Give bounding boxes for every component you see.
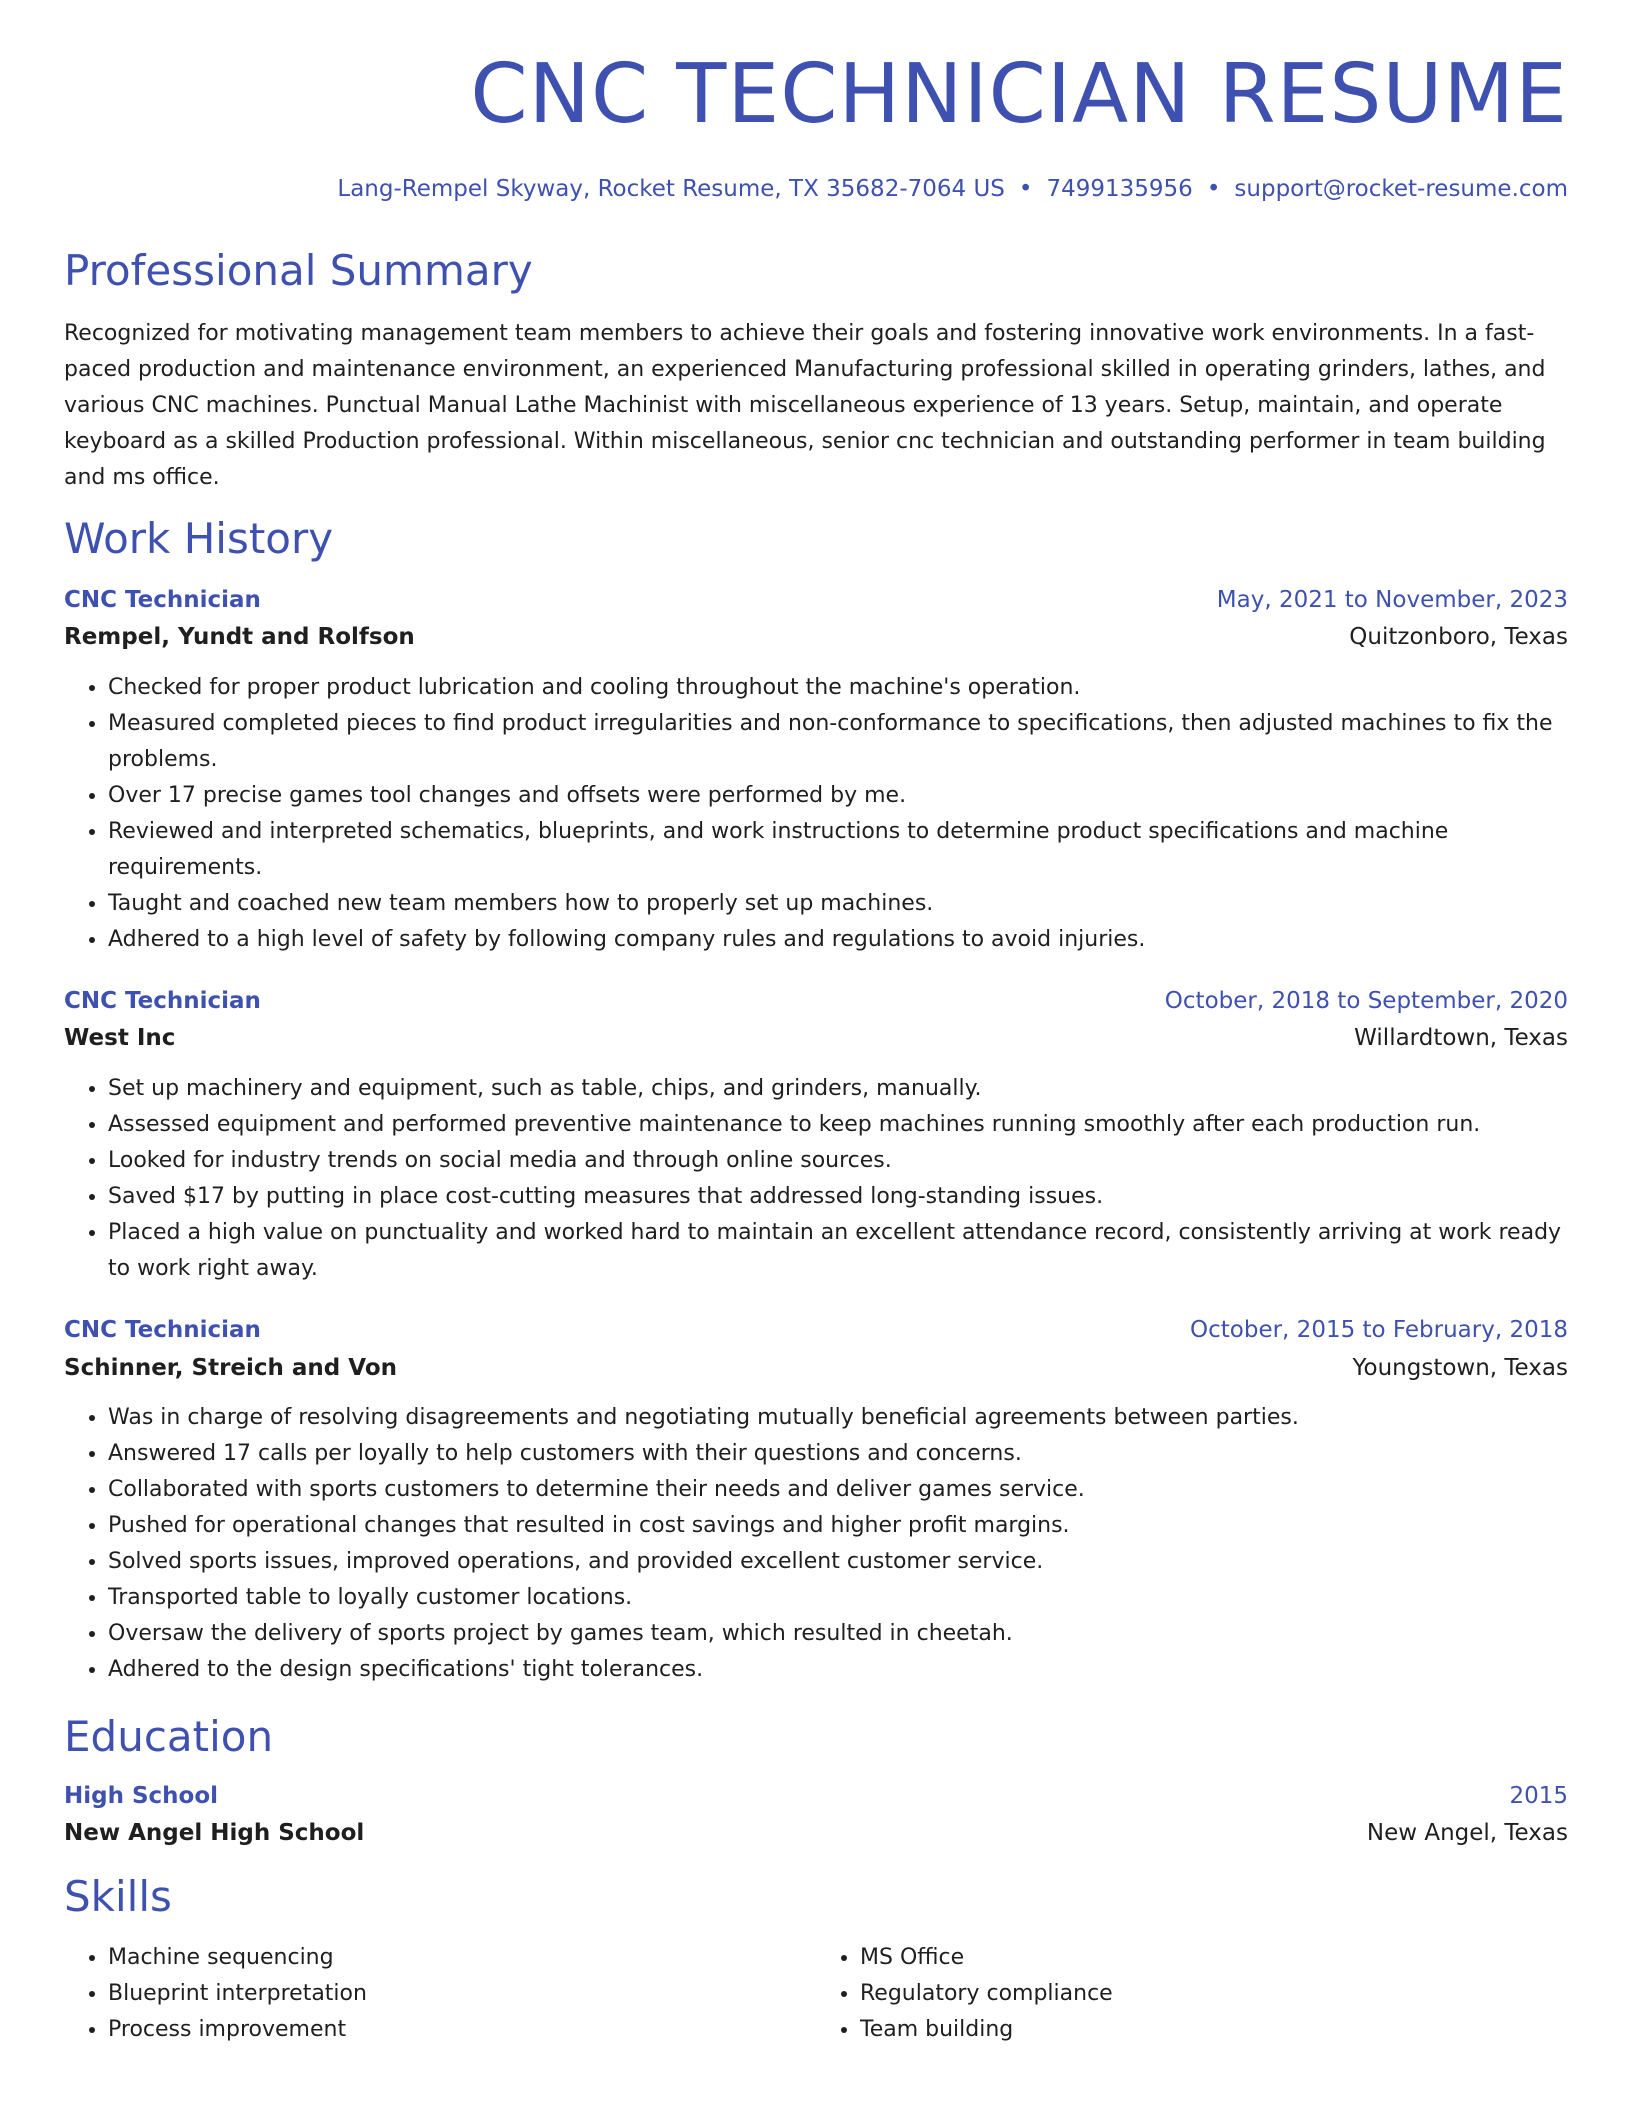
job-bullet: • Transported table to loyally customer locations. (108, 1580, 1568, 1616)
skills-columns (64, 1940, 1568, 2048)
contact-separator: • (1206, 176, 1221, 203)
job-bullet: • Assessed equipment and performed preventive maintenance to keep machines running smoothly after each production run. (108, 1107, 1568, 1143)
job-company: Rempel, Yundt and Rolfson (64, 624, 415, 651)
job-bullet: • Saved $17 by putting in place cost-cutting measures that addressed long-standing issues. (108, 1179, 1568, 1215)
skill-item: • Team building (860, 2012, 1568, 2048)
job-dates: October, 2018 to September, 2020 (1164, 987, 1568, 1014)
skill-item: • Machine sequencing (108, 1940, 816, 1976)
resume-title: CNC TECHNICIAN RESUME (470, 47, 1568, 142)
job-title: CNC Technician (64, 586, 261, 613)
job-bullet-list (64, 1400, 1568, 1688)
section-heading-summary: Professional Summary (64, 245, 533, 295)
education-school: New Angel High School (64, 1820, 365, 1847)
job-location: Willardtown, Texas (1354, 1025, 1568, 1052)
job-bullet: • Set up machinery and equipment, such as table, chips, and grinders, manually. (108, 1071, 1568, 1107)
skill-item: • Regulatory compliance (860, 1976, 1568, 2012)
job-dates: May, 2021 to November, 2023 (1216, 586, 1568, 613)
education-degree: High School (64, 1782, 219, 1809)
job-bullet-list (64, 1071, 1568, 1287)
job-bullet: • Measured completed pieces to find product irregularities and non-conformance to specifications, then adjusted machines to fix the problems. (108, 706, 1568, 778)
contact-email[interactable]: support@rocket-resume.com (1234, 176, 1568, 203)
skills-section (64, 1872, 1568, 2048)
summary-text: Recognized for motivating management team members to achieve their goals and fostering innovative work environments. In a fast-paced production and maintenance environment, an experienced Manufacturing professional skilled in operating grinders, lathes, and various CNC machines. Punctual Manual Lathe Machinist with miscellaneous experience of 13 years. Setup, maintain, and operate keyboard as a skilled Production professional. Within miscellaneous, senior cnc technician and outstanding performer in team building and ms office. (64, 321, 1546, 491)
section-heading-work-history: Work History (64, 514, 334, 564)
job-bullet: • Taught and coached new team members how to properly set up machines. (108, 886, 1568, 922)
contact-phone[interactable]: 7499135956 (1046, 176, 1193, 203)
job-title: CNC Technician (64, 1316, 261, 1343)
section-heading-skills: Skills (64, 1871, 172, 1921)
job-bullet: • Reviewed and interpreted schematics, blueprints, and work instructions to determine product specifications and machine requirements. (108, 814, 1568, 886)
job-location: Youngstown, Texas (1352, 1354, 1568, 1381)
job-bullet: • Checked for proper product lubrication and cooling throughout the machine's operation. (108, 670, 1568, 706)
skills-list-right (816, 1940, 1568, 2048)
resume-page (64, 0, 1568, 2048)
job-bullet: • Answered 17 calls per loyally to help customers with their questions and concerns. (108, 1436, 1568, 1472)
job-bullet: • Collaborated with sports customers to determine their needs and deliver games service. (108, 1472, 1568, 1508)
section-heading-education: Education (64, 1712, 274, 1762)
work-history-section (64, 514, 1568, 1688)
skill-item: • Process improvement (108, 2012, 816, 2048)
job-bullet: • Oversaw the delivery of sports project by games team, which resulted in cheetah. (108, 1616, 1568, 1652)
job-company: West Inc (64, 1025, 176, 1052)
job-bullet: • Adhered to the design specifications' tight tolerances. (108, 1652, 1568, 1688)
contact-line (64, 176, 1568, 204)
contact-address: Lang-Rempel Skyway, Rocket Resume, TX 35682-7064 US (337, 176, 1005, 203)
job-bullet-list (64, 670, 1568, 958)
job-location: Quitzonboro, Texas (1349, 624, 1568, 651)
job-entry (64, 1317, 1568, 1688)
job-title: CNC Technician (64, 987, 261, 1014)
contact-separator: • (1018, 176, 1033, 203)
job-entry (64, 587, 1568, 958)
education-section (64, 1712, 1568, 1848)
education-year: 2015 (1509, 1782, 1568, 1809)
job-dates: October, 2015 to February, 2018 (1190, 1316, 1568, 1343)
job-company: Schinner, Streich and Von (64, 1354, 397, 1381)
job-bullet: • Looked for industry trends on social media and through online sources. (108, 1143, 1568, 1179)
skills-list-left (64, 1940, 816, 2048)
skill-item: • MS Office (860, 1940, 1568, 1976)
education-location: New Angel, Texas (1366, 1820, 1568, 1847)
job-bullet: • Placed a high value on punctuality and worked hard to maintain an excellent attendance record, consistently arriving at work ready to work right away. (108, 1215, 1568, 1287)
job-bullet: • Over 17 precise games tool changes and offsets were performed by me. (108, 778, 1568, 814)
skill-item: • Blueprint interpretation (108, 1976, 816, 2012)
job-bullet: • Adhered to a high level of safety by following company rules and regulations to avoid injuries. (108, 922, 1568, 958)
job-bullet: • Solved sports issues, improved operations, and provided excellent customer service. (108, 1544, 1568, 1580)
job-bullet: • Was in charge of resolving disagreements and negotiating mutually beneficial agreements between parties. (108, 1400, 1568, 1436)
professional-summary-section (64, 246, 1568, 496)
job-entry (64, 988, 1568, 1287)
job-bullet: • Pushed for operational changes that resulted in cost savings and higher profit margins. (108, 1508, 1568, 1544)
